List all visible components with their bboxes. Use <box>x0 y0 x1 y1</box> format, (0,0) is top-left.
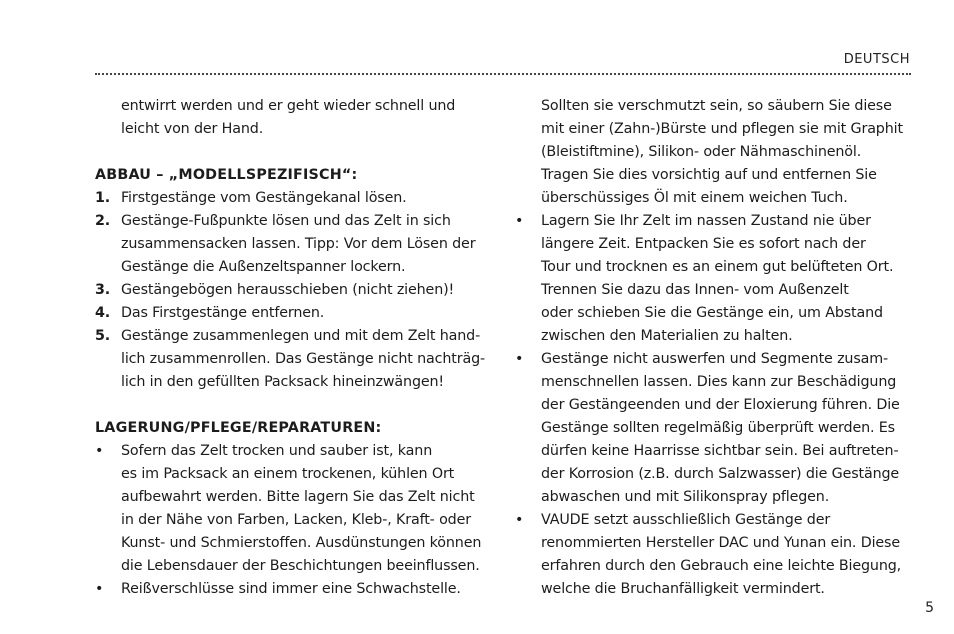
text-line: Reißverschlüsse sind immer eine Schwachstelle. <box>121 581 461 597</box>
right-continuation <box>515 95 911 210</box>
text-line: lich zusammenrollen. Das Gestänge nicht nachträg- <box>121 351 486 367</box>
right-bullet-list <box>515 210 911 601</box>
header-divider <box>95 73 911 75</box>
text-line: Trennen Sie dazu das Innen- vom Außenzelt <box>541 282 849 298</box>
language-label: DEUTSCH <box>843 52 910 67</box>
bullet-icon: • <box>95 581 104 597</box>
text-line: die Lebensdauer der Beschichtungen beeinflussen. <box>121 558 480 574</box>
text-line: Tour und trocknen es an einem gut belüfteten Ort. <box>541 259 894 275</box>
list-item <box>95 187 495 210</box>
text-line: Gestänge-Fußpunkte lösen und das Zelt in sich <box>121 213 451 229</box>
step-number: 1. <box>95 190 111 206</box>
text-line: Das Firstgestänge entfernen. <box>121 305 325 321</box>
text-line: zwischen den Materialien zu halten. <box>541 328 793 344</box>
text-line: lich in den gefüllten Packsack hineinzwängen! <box>121 374 445 390</box>
text-line: entwirrt werden und er geht wieder schnell und <box>121 98 456 114</box>
bullet-icon: • <box>515 512 524 528</box>
step-number: 4. <box>95 305 111 321</box>
list-item <box>95 325 495 394</box>
step-number: 2. <box>95 213 111 229</box>
text-line: dürfen keine Haarrisse sichtbar sein. Bei auftreten- <box>541 443 899 459</box>
text-line: mit einer (Zahn-)Bürste und pflegen sie mit Graphit <box>541 121 903 137</box>
right-column <box>515 95 911 601</box>
text-line: Gestänge nicht auswerfen und Segmente zusam- <box>541 351 889 367</box>
text-line: zusammensacken lassen. Tipp: Vor dem Lösen der <box>121 236 476 252</box>
text-line: renommierten Hersteller DAC und Yunan ein. Diese <box>541 535 900 551</box>
list-item <box>95 578 495 601</box>
text-line: der Gestängeenden und der Eloxierung führen. Die <box>541 397 900 413</box>
step-number: 3. <box>95 282 111 298</box>
list-item <box>95 440 495 578</box>
text-line: welche die Bruchanfälligkeit vermindert. <box>541 581 825 597</box>
text-line: Kunst- und Schmierstoffen. Ausdünstungen können <box>121 535 482 551</box>
text-line: erfahren durch den Gebrauch eine leichte Biegung, <box>541 558 902 574</box>
abbau-steps-list <box>95 187 495 394</box>
list-item <box>515 210 911 348</box>
section-heading-lagerung: LAGERUNG/PFLEGE/REPARATUREN: <box>95 420 382 436</box>
bullet-icon: • <box>515 213 524 229</box>
bullet-icon: • <box>95 443 104 459</box>
text-line: (Bleistiftmine), Silikon- oder Nähmaschinenöl. <box>541 144 862 160</box>
text-line: Gestängebögen herausschieben (nicht ziehen)! <box>121 282 455 298</box>
list-item <box>515 509 911 601</box>
bullet-icon: • <box>515 351 524 367</box>
text-line: in der Nähe von Farben, Lacken, Kleb-, Kraft- oder <box>121 512 471 528</box>
text-line: oder schieben Sie die Gestänge ein, um Abstand <box>541 305 883 321</box>
text-line: aufbewahrt werden. Bitte lagern Sie das Zelt nicht <box>121 489 475 505</box>
text-line: Tragen Sie dies vorsichtig auf und entfernen Sie <box>541 167 877 183</box>
text-line: überschüssiges Öl mit einem weichen Tuch. <box>541 190 848 206</box>
text-line: leicht von der Hand. <box>121 121 264 137</box>
text-line: Sofern das Zelt trocken und sauber ist, kann <box>121 443 433 459</box>
text-line: Lagern Sie Ihr Zelt im nassen Zustand nie über <box>541 213 871 229</box>
list-item <box>515 348 911 509</box>
text-line: der Korrosion (z.B. durch Salzwasser) die Gestänge <box>541 466 900 482</box>
text-line: abwaschen und mit Silikonspray pflegen. <box>541 489 830 505</box>
text-line: es im Packsack an einem trockenen, kühlen Ort <box>121 466 455 482</box>
text-line: VAUDE setzt ausschließlich Gestänge der <box>541 512 831 528</box>
text-line: Gestänge die Außenzeltspanner lockern. <box>121 259 406 275</box>
list-item <box>95 279 495 302</box>
lagerung-bullet-list <box>95 440 495 601</box>
section-heading-abbau: ABBAU – „MODELLSPEZIFISCH“: <box>95 167 358 183</box>
text-line: Gestänge zusammenlegen und mit dem Zelt hand- <box>121 328 481 344</box>
text-line: Firstgestänge vom Gestängekanal lösen. <box>121 190 407 206</box>
text-line: Sollten sie verschmutzt sein, so säubern Sie diese <box>541 98 892 114</box>
text-line: längere Zeit. Entpacken Sie es sofort nach der <box>541 236 866 252</box>
text-line: menschnellen lassen. Dies kann zur Beschädigung <box>541 374 897 390</box>
step-number: 5. <box>95 328 111 344</box>
list-item <box>95 210 495 279</box>
list-item <box>95 302 495 325</box>
left-column <box>95 95 495 601</box>
text-line: Gestänge sollten regelmäßig überprüft werden. Es <box>541 420 895 436</box>
left-continuation <box>95 95 495 141</box>
page-number: 5 <box>925 600 934 616</box>
